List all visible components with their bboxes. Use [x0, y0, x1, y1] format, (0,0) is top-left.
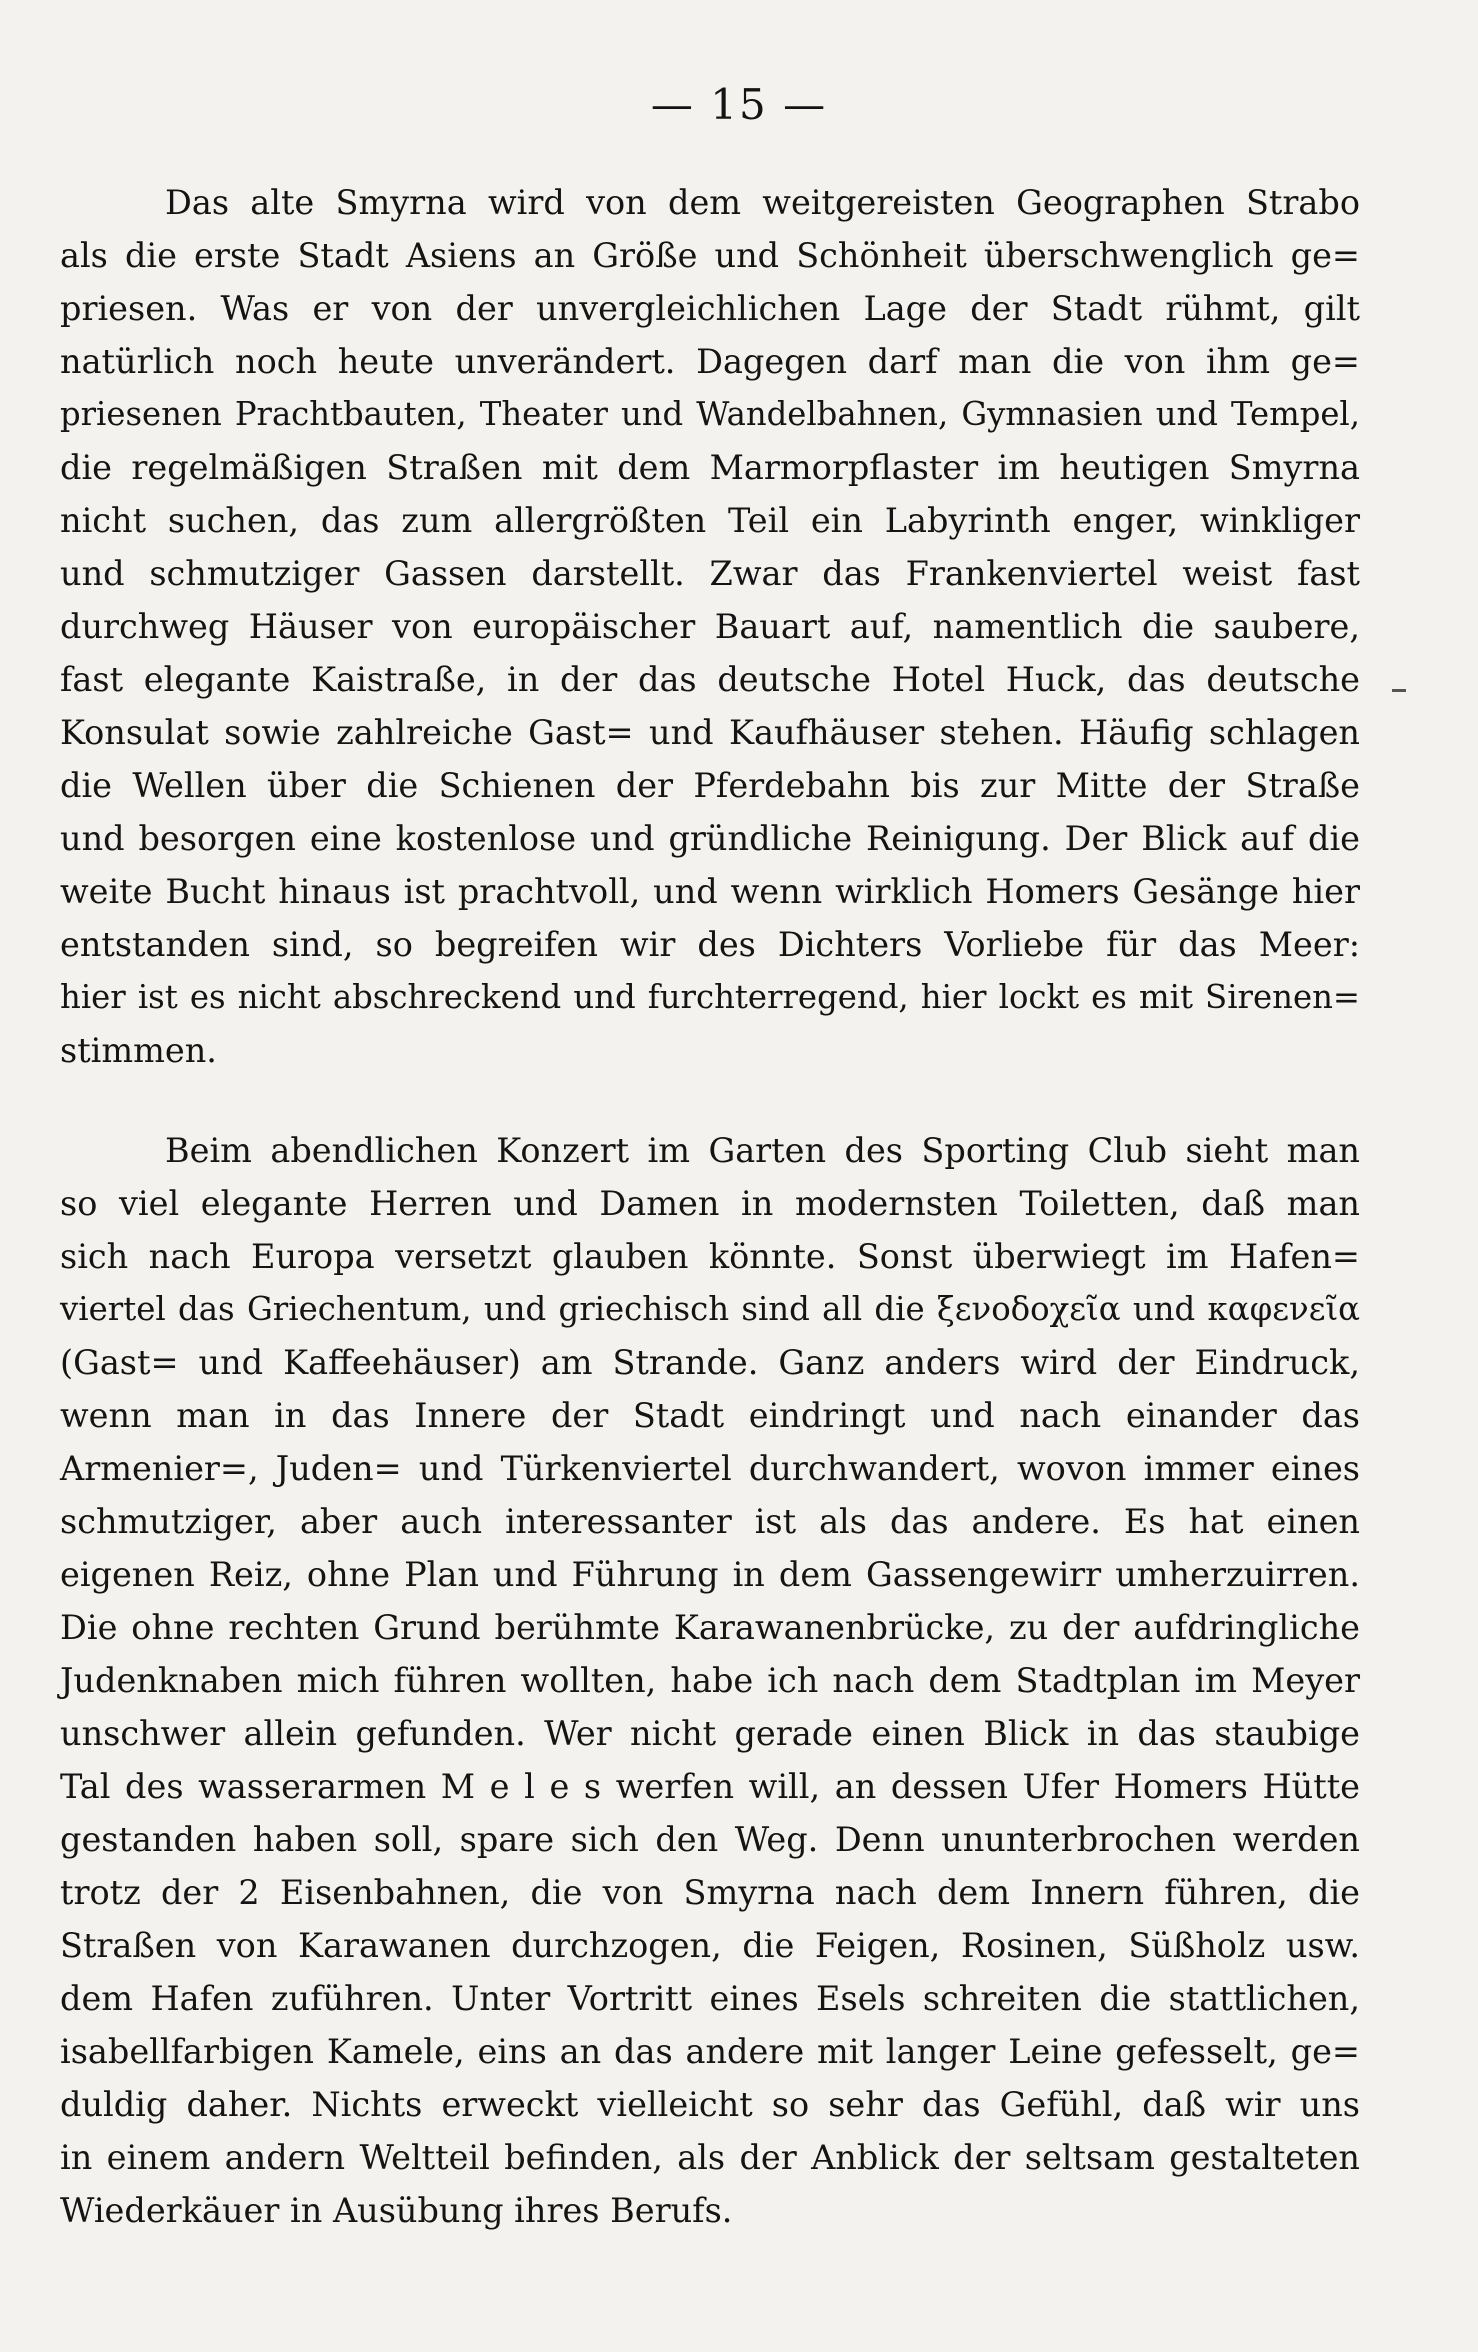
text-line: als die erste Stadt Asiens an Größe und Schönheit überschwenglich ge=: [60, 236, 1360, 275]
text-line: Judenknaben mich führen wollten, habe ich nach dem Stadtplan im Meyer: [60, 1661, 1360, 1700]
text-line: und schmutziger Gassen darstellt. Zwar das Frankenviertel weist fast: [60, 554, 1360, 593]
page-number: — 15 —: [650, 80, 828, 129]
text-line: dem Hafen zuführen. Unter Vortritt eines Esels schreiten die stattlichen,: [60, 1979, 1360, 2018]
text-line: durchweg Häuser von europäischer Bauart auf, namentlich die saubere,: [60, 607, 1360, 646]
text-line: priesen. Was er von der unvergleichlichen Lage der Stadt rühmt, gilt: [60, 289, 1360, 328]
text-line: priesenen Prachtbauten, Theater und Wandelbahnen, Gymnasien und Tempel,: [60, 395, 1360, 433]
text-line: in einem andern Weltteil befinden, als der Anblick der seltsam gestalteten: [60, 2138, 1360, 2177]
text-line: duldig daher. Nichts erweckt vielleicht so sehr das Gefühl, daß wir uns: [60, 2085, 1360, 2124]
text-line: (Gast= und Kaffeehäuser) am Strande. Ganz anders wird der Eindruck,: [60, 1343, 1360, 1382]
text-line: hier ist es nicht abschreckend und furchterregend, hier lockt es mit Sirenen=: [60, 978, 1360, 1016]
text-line: viertel das Griechentum, und griechisch sind all die ξενοδοχεῖα und καφενεῖα: [60, 1290, 1360, 1328]
text-line: entstanden sind, so begreifen wir des Dichters Vorliebe für das Meer:: [60, 925, 1360, 964]
text-line: weite Bucht hinaus ist prachtvoll, und wenn wirklich Homers Gesänge hier: [60, 872, 1360, 911]
text-line: natürlich noch heute unverändert. Dagegen darf man die von ihm ge=: [60, 342, 1360, 381]
text-line: wenn man in das Innere der Stadt eindringt und nach einander das: [60, 1396, 1360, 1435]
text-line: unschwer allein gefunden. Wer nicht gerade einen Blick in das staubige: [60, 1714, 1360, 1753]
text-line: und besorgen eine kostenlose und gründliche Reinigung. Der Blick auf die: [60, 819, 1360, 858]
text-line: die regelmäßigen Straßen mit dem Marmorpflaster im heutigen Smyrna: [60, 448, 1360, 487]
paragraph-smyrna-history: [60, 176, 1360, 1077]
text-line: schmutziger, aber auch interessanter ist als das andere. Es hat einen: [60, 1502, 1360, 1541]
text-line: gestanden haben soll, spare sich den Weg. Denn ununterbrochen werden: [60, 1820, 1360, 1859]
text-line: Die ohne rechten Grund berühmte Karawanenbrücke, zu der aufdringliche: [60, 1608, 1360, 1647]
text-line: eigenen Reiz, ohne Plan und Führung in dem Gassengewirr umherzuirren.: [60, 1555, 1360, 1594]
paragraph-sporting-club: [60, 1124, 1360, 2237]
text-line: nicht suchen, das zum allergrößten Teil ein Labyrinth enger, winkliger: [60, 501, 1360, 540]
text-line: die Wellen über die Schienen der Pferdebahn bis zur Mitte der Straße: [60, 766, 1360, 805]
text-line: Tal des wasserarmen M e l e s werfen will, an dessen Ufer Homers Hütte: [60, 1767, 1360, 1806]
text-line: isabellfarbigen Kamele, eins an das andere mit langer Leine gefesselt, ge=: [60, 2032, 1360, 2071]
text-line: Wiederkäuer in Ausübung ihres Berufs.: [60, 2191, 733, 2230]
text-line: Konsulat sowie zahlreiche Gast= und Kaufhäuser stehen. Häufig schlagen: [60, 713, 1360, 752]
text-line: Armenier=, Juden= und Türkenviertel durchwandert, wovon immer eines: [60, 1449, 1360, 1488]
text-line: Beim abendlichen Konzert im Garten des Sporting Club sieht man: [165, 1131, 1360, 1170]
text-line: trotz der 2 Eisenbahnen, die von Smyrna nach dem Innern führen, die: [60, 1873, 1360, 1912]
text-line: stimmen.: [60, 1031, 217, 1070]
text-line: so viel elegante Herren und Damen in modernsten Toiletten, daß man: [60, 1184, 1360, 1223]
margin-mark: [1392, 689, 1406, 692]
text-line: fast elegante Kaistraße, in der das deutsche Hotel Huck, das deutsche: [60, 660, 1360, 699]
text-line: Straßen von Karawanen durchzogen, die Feigen, Rosinen, Süßholz usw.: [60, 1926, 1360, 1965]
text-line: Das alte Smyrna wird von dem weitgereisten Geographen Strabo: [165, 183, 1360, 222]
text-line: sich nach Europa versetzt glauben könnte. Sonst überwiegt im Hafen=: [60, 1237, 1360, 1276]
